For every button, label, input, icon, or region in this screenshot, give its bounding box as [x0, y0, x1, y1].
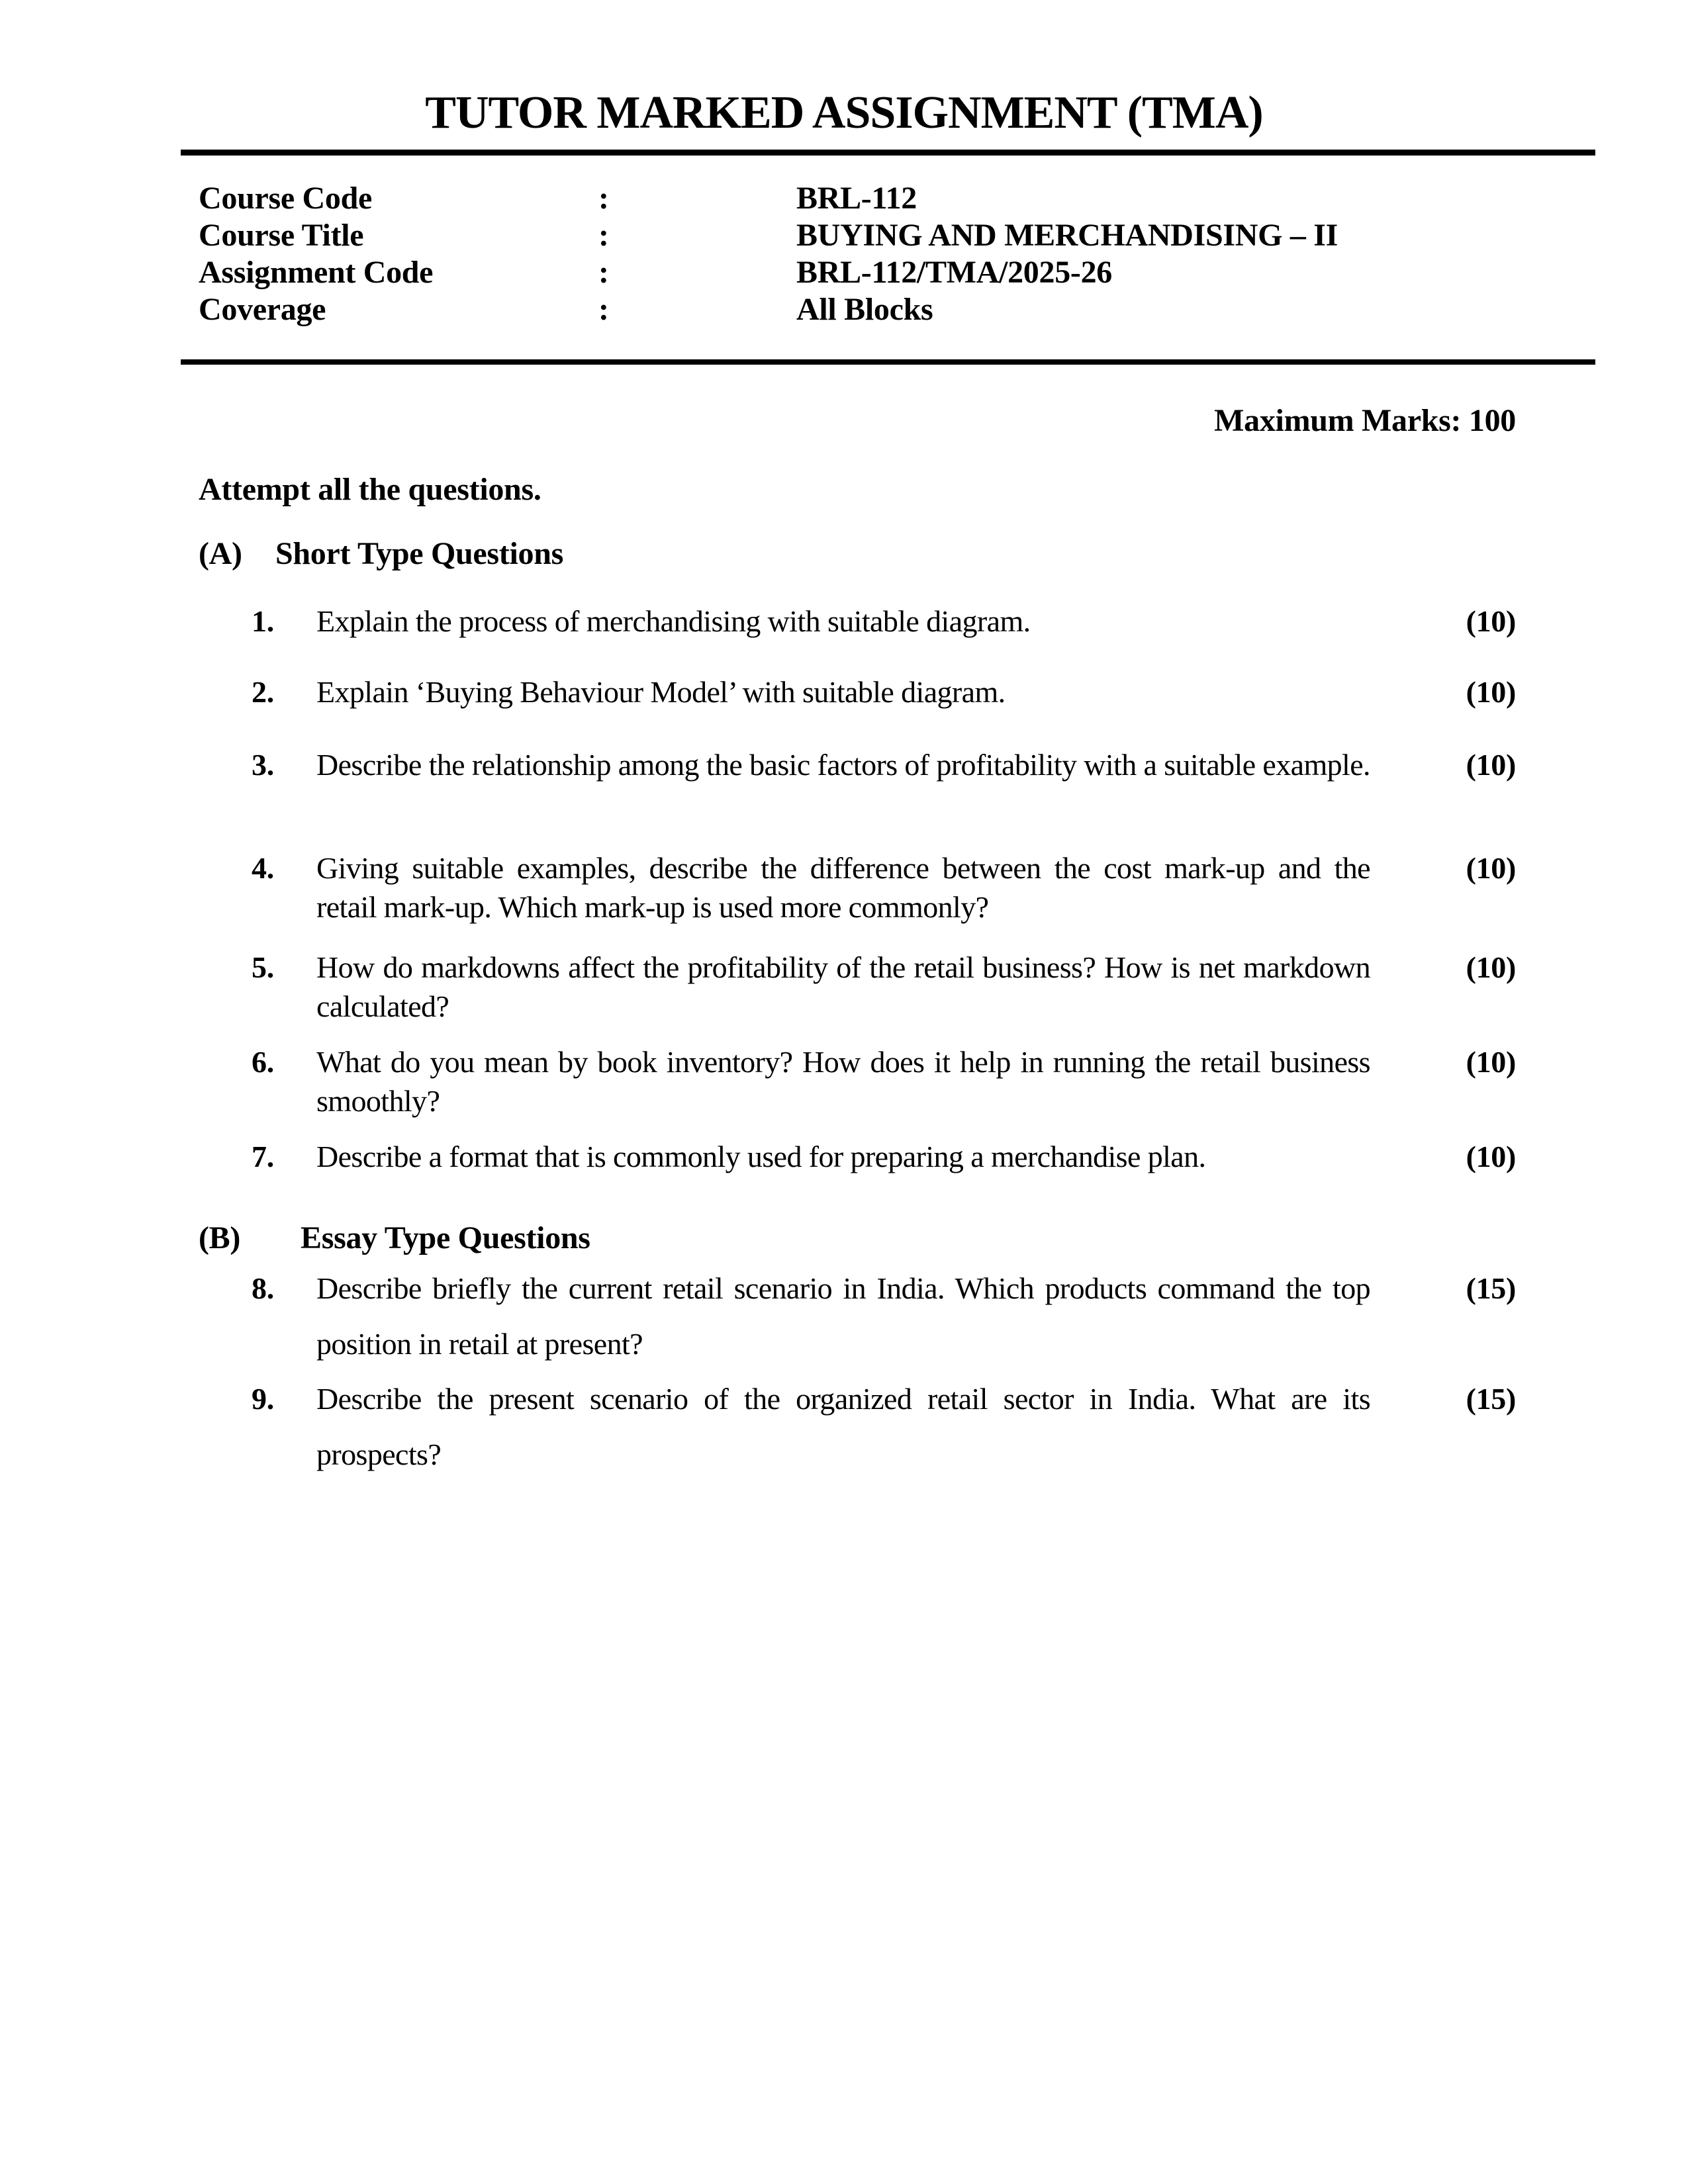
course-code-separator: : — [598, 181, 609, 216]
course-code-value: BRL-112 — [796, 181, 917, 216]
question-6-number: 6. — [252, 1045, 274, 1079]
section-b-title: Essay Type Questions — [301, 1220, 590, 1255]
assignment-code-label: Assignment Code — [199, 255, 434, 290]
course-title-value: BUYING AND MERCHANDISING – II — [796, 218, 1338, 253]
question-1 — [252, 602, 1516, 641]
question-1-marks: (10) — [1466, 604, 1516, 638]
coverage-row — [199, 291, 1516, 328]
question-6-marks: (10) — [1466, 1045, 1516, 1079]
question-8-marks: (15) — [1466, 1271, 1516, 1305]
question-4 — [252, 848, 1516, 927]
maximum-marks-text: Maximum Marks: 100 — [1214, 403, 1516, 438]
question-5-number: 5. — [252, 950, 274, 984]
question-3-number: 3. — [252, 748, 274, 782]
question-7 — [252, 1137, 1516, 1176]
question-8-number: 8. — [252, 1271, 274, 1305]
coverage-separator: : — [598, 292, 609, 327]
question-9 — [252, 1371, 1516, 1482]
question-7-number: 7. — [252, 1140, 274, 1173]
assignment-code-value: BRL-112/TMA/2025-26 — [796, 255, 1112, 290]
attempt-instruction: Attempt all the questions. — [199, 472, 541, 507]
course-code-row — [199, 180, 1516, 217]
section-a-label: (A) — [199, 536, 242, 571]
question-2 — [252, 672, 1516, 711]
section-a-heading — [199, 535, 563, 572]
question-4-text: Giving suitable examples, describe the difference between the cost mark-up and the retail mark-up. Which mark-up is used more commonly? — [316, 851, 1370, 924]
question-5-marks: (10) — [1466, 950, 1516, 984]
question-3-marks: (10) — [1466, 748, 1516, 782]
question-3 — [252, 737, 1516, 793]
question-5 — [252, 948, 1516, 1026]
question-8 — [252, 1261, 1516, 1372]
course-info-block — [199, 180, 1516, 328]
question-9-text: Describe the present scenario of the organized retail sector in India. What are its prospects? — [316, 1382, 1370, 1471]
course-code-label: Course Code — [199, 181, 373, 216]
question-5-text: How do markdowns affect the profitability of the retail business? How is net markdown calculated? — [316, 950, 1370, 1023]
assignment-code-row — [199, 254, 1516, 291]
coverage-label: Coverage — [199, 292, 326, 327]
question-2-text: Explain ‘Buying Behaviour Model’ with suitable diagram. — [316, 675, 1006, 709]
section-b-label: (B) — [199, 1220, 241, 1255]
section-b-heading — [199, 1220, 590, 1257]
question-7-marks: (10) — [1466, 1140, 1516, 1173]
question-4-marks: (10) — [1466, 851, 1516, 885]
course-title-label: Course Title — [199, 218, 364, 253]
section-a-title: Short Type Questions — [275, 536, 563, 571]
question-6-text: What do you mean by book inventory? How does it help in running the retail business smoothly? — [316, 1045, 1370, 1118]
course-title-row — [199, 217, 1516, 254]
question-9-marks: (15) — [1466, 1382, 1516, 1416]
question-9-number: 9. — [252, 1382, 274, 1416]
header-divider-rule — [181, 359, 1595, 365]
question-1-number: 1. — [252, 604, 274, 638]
coverage-value: All Blocks — [796, 292, 933, 327]
question-1-text: Explain the process of merchandising with suitable diagram. — [316, 604, 1031, 638]
page-title: TUTOR MARKED ASSIGNMENT (TMA) — [425, 87, 1263, 138]
title-divider-rule — [181, 150, 1595, 156]
question-8-text: Describe briefly the current retail scenario in India. Which products command the top position in retail at present? — [316, 1271, 1370, 1361]
question-7-text: Describe a format that is commonly used for preparing a merchandise plan. — [316, 1140, 1206, 1173]
question-6 — [252, 1042, 1516, 1120]
assignment-code-separator: : — [598, 255, 609, 290]
question-2-marks: (10) — [1466, 675, 1516, 709]
question-3-text: Describe the relationship among the basic factors of profitability with a suitable example. — [316, 748, 1370, 782]
question-2-number: 2. — [252, 675, 274, 709]
course-title-separator: : — [598, 218, 609, 253]
question-4-number: 4. — [252, 851, 274, 885]
